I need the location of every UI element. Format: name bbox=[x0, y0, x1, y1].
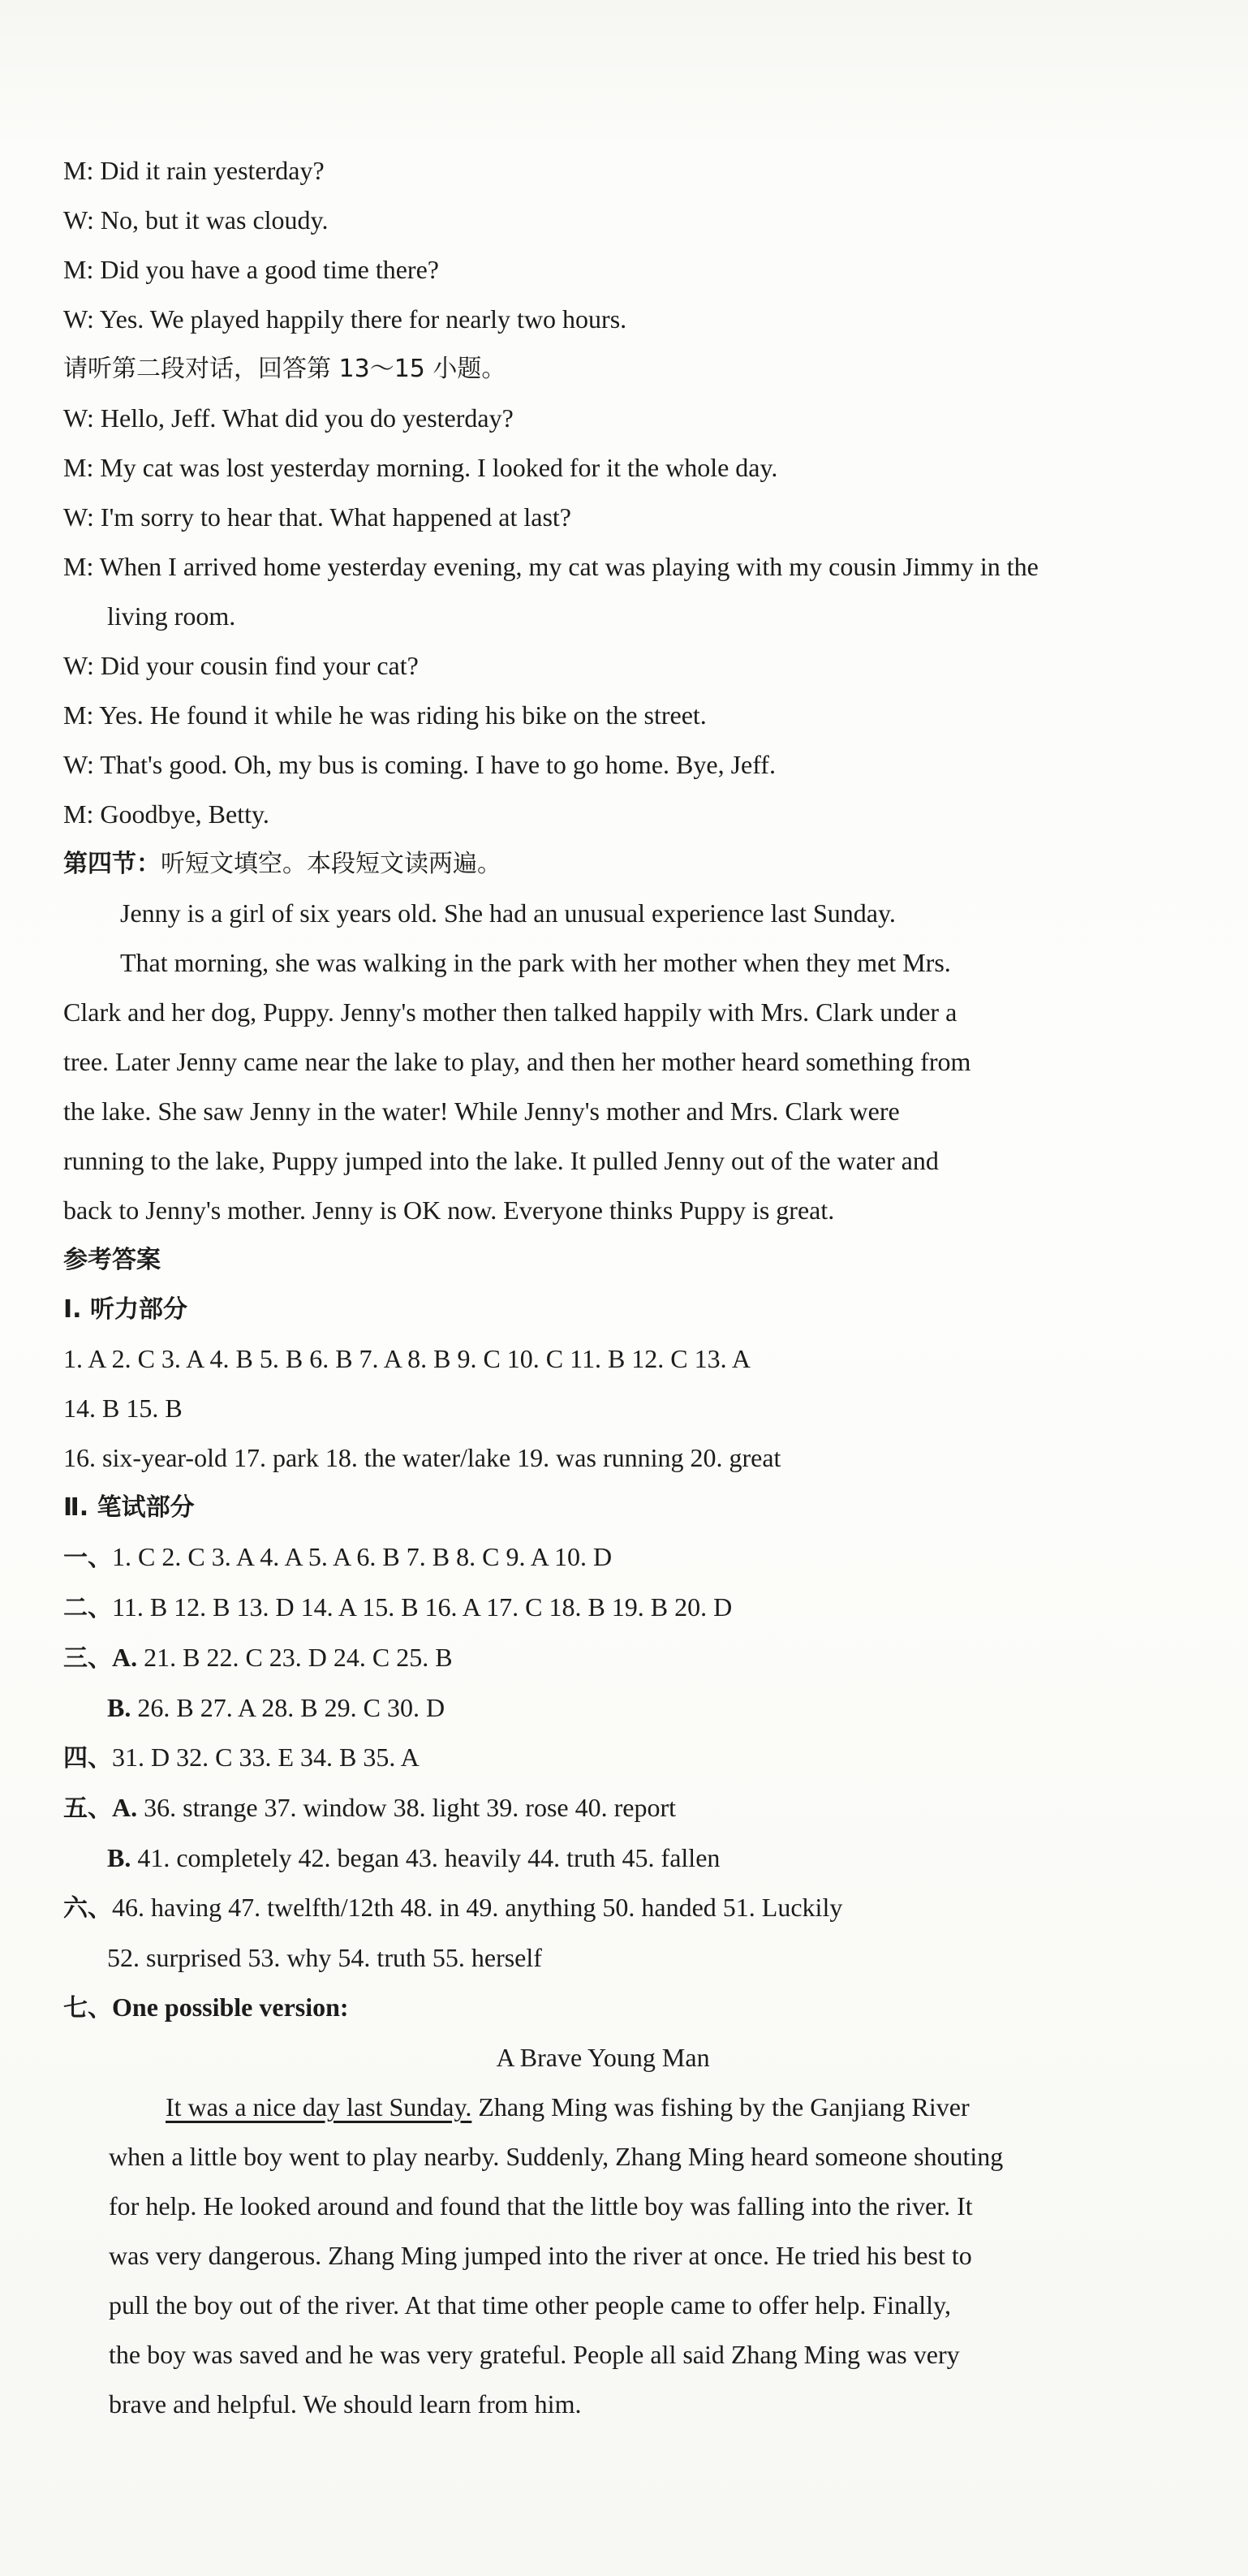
passage-line: That morning, she was walking in the park with her mother when they met Mrs. bbox=[120, 948, 951, 977]
essay-line: pull the boy out of the river. At that time other people came to offer help. Finally, bbox=[109, 2290, 951, 2320]
dialogue-line: W: That's good. Oh, my bus is coming. I have to go home. Bye, Jeff. bbox=[63, 750, 776, 779]
dialogue-line: W: Did your cousin find your cat? bbox=[63, 651, 419, 680]
listening-heading: Ⅰ. 听力部分 bbox=[63, 1295, 188, 1324]
answers-heading: 参考答案 bbox=[63, 1246, 161, 1274]
passage-line: back to Jenny's mother. Jenny is OK now. Everyone thinks Puppy is great. bbox=[63, 1195, 835, 1225]
dialogue-line: M: Did it rain yesterday? bbox=[63, 156, 325, 185]
dialogue-line: W: Yes. We played happily there for nearly two hours. bbox=[63, 304, 627, 334]
essay-line: It was a nice day last Sunday. Zhang Ming was fishing by the Ganjiang River bbox=[166, 2092, 970, 2122]
answer-line: 52. surprised 53. why 54. truth 55. herself bbox=[107, 1943, 542, 1972]
dialogue-line: M: My cat was lost yesterday morning. I looked for it the whole day. bbox=[63, 453, 778, 482]
dialogue-line: M: Goodbye, Betty. bbox=[63, 799, 269, 829]
document-body bbox=[63, 146, 1143, 2429]
essay-title: A Brave Young Man bbox=[496, 2043, 710, 2072]
dialogue-line: M: Did you have a good time there? bbox=[63, 255, 439, 284]
dialogue-line: M: When I arrived home yesterday evening, my cat was playing with my cousin Jimmy in the bbox=[63, 552, 1039, 581]
dialogue-line-continued: living room. bbox=[107, 601, 236, 631]
passage-line: the lake. She saw Jenny in the water! While Jenny's mother and Mrs. Clark were bbox=[63, 1096, 900, 1126]
section-instruction: 听短文填空。本段短文读两遍。 bbox=[161, 850, 501, 878]
answer-line: 三、A. 21. B 22. C 23. D 24. C 25. B bbox=[63, 1643, 453, 1673]
passage-line: Jenny is a girl of six years old. She had an unusual experience last Sunday. bbox=[120, 898, 896, 928]
dialogue-line: M: Yes. He found it while he was riding his bike on the street. bbox=[63, 700, 707, 730]
dialogue-line: W: I'm sorry to hear that. What happened at last? bbox=[63, 502, 571, 532]
passage-line: tree. Later Jenny came near the lake to play, and then her mother heard something from bbox=[63, 1047, 971, 1076]
answer-line: 16. six-year-old 17. park 18. the water/lake 19. was running 20. great bbox=[63, 1443, 781, 1472]
dialogue-line: W: Hello, Jeff. What did you do yesterday? bbox=[63, 403, 514, 433]
essay-line: brave and helpful. We should learn from him. bbox=[109, 2389, 582, 2419]
essay-line: when a little boy went to play nearby. Suddenly, Zhang Ming heard someone shouting bbox=[109, 2142, 1004, 2171]
essay-line: the boy was saved and he was very grateful. People all said Zhang Ming was very bbox=[109, 2340, 960, 2369]
answer-line: 四、31. D 32. C 33. E 34. B 35. A bbox=[63, 1742, 420, 1773]
answer-line: 二、11. B 12. B 13. D 14. A 15. B 16. A 17. C 18. B 19. B 20. D bbox=[63, 1592, 733, 1622]
answer-line: 1. A 2. C 3. A 4. B 5. B 6. B 7. A 8. B 9. C 10. C 11. B 12. C 13. A bbox=[63, 1344, 751, 1373]
section-heading bbox=[63, 839, 1143, 889]
answer-line: 一、1. C 2. C 3. A 4. A 5. A 6. B 7. B 8. C 9. A 10. D bbox=[63, 1542, 613, 1572]
section-instruction: 请听第二段对话，回答第 13～15 小题。 bbox=[63, 355, 506, 383]
answer-line: 14. B 15. B bbox=[63, 1394, 183, 1423]
essay-line: for help. He looked around and found that the little boy was falling into the river. It bbox=[109, 2191, 973, 2221]
answer-line: 五、A. 36. strange 37. window 38. light 39. rose 40. report bbox=[63, 1793, 677, 1823]
section-label: 第四节： bbox=[63, 850, 161, 878]
writing-heading: Ⅱ. 笔试部分 bbox=[63, 1493, 195, 1522]
answer-line: 六、46. having 47. twelfth/12th 48. in 49. anything 50. handed 51. Luckily bbox=[63, 1893, 843, 1923]
passage-line: running to the lake, Puppy jumped into the lake. It pulled Jenny out of the water and bbox=[63, 1146, 939, 1175]
passage-line: Clark and her dog, Puppy. Jenny's mother then talked happily with Mrs. Clark under a bbox=[63, 997, 958, 1027]
dialogue-line: W: No, but it was cloudy. bbox=[63, 205, 329, 235]
answer-line: B. 41. completely 42. began 43. heavily 44. truth 45. fallen bbox=[107, 1843, 721, 1872]
answer-line: B. 26. B 27. A 28. B 29. C 30. D bbox=[107, 1693, 445, 1722]
essay-line: was very dangerous. Zhang Ming jumped into the river at once. He tried his best to bbox=[109, 2241, 972, 2270]
essay-heading: 七、One possible version: bbox=[63, 1992, 349, 2022]
